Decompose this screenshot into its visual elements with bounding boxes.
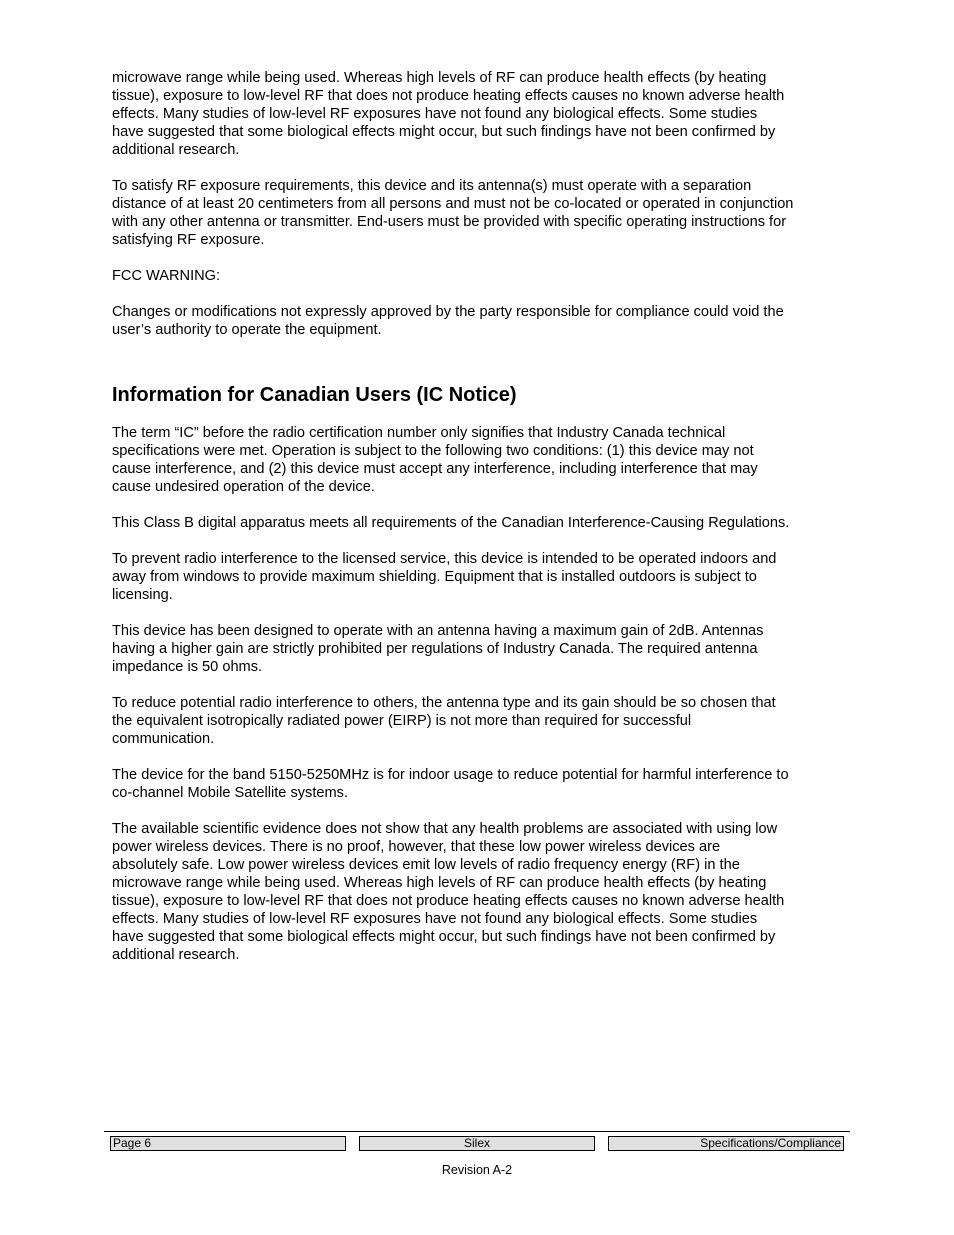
indoor-use-paragraph xyxy=(112,550,847,604)
text-line: effects. Many studies of low-level RF exposures have not found any biological effects. Some studies xyxy=(112,911,758,927)
text-line: co-channel Mobile Satellite systems. xyxy=(112,785,349,801)
text-line: with any other antenna or transmitter. End-users must be provided with specific operating instructions for xyxy=(112,214,787,230)
text-line: additional research. xyxy=(112,142,240,158)
rf-exposure-continued-paragraph xyxy=(112,69,847,159)
text-line: communication. xyxy=(112,731,215,747)
ic-section xyxy=(112,424,847,964)
text-line: specifications were met. Operation is subject to the following two conditions: (1) this device may not xyxy=(112,443,754,459)
text-line: have suggested that some biological effects might occur, but such findings have not been confirmed by xyxy=(112,929,776,945)
text-line: To prevent radio interference to the licensed service, this device is intended to be operated indoors and xyxy=(112,551,777,567)
text-line: having a higher gain are strictly prohibited per regulations of Industry Canada. The required antenna xyxy=(112,641,758,657)
text-line: effects. Many studies of low-level RF exposures have not found any biological effects. Some studies xyxy=(112,106,758,122)
text-line: power wireless devices. There is no proof, however, that these low power wireless devices are xyxy=(112,839,721,855)
text-line: The available scientific evidence does not show that any health problems are associated with using low xyxy=(112,821,778,837)
text-line: impedance is 50 ohms. xyxy=(112,659,263,675)
text-line: have suggested that some biological effects might occur, but such findings have not been confirmed by xyxy=(112,124,776,140)
text-line: satisfying RF exposure. xyxy=(112,232,265,248)
text-line: microwave range while being used. Whereas high levels of RF can produce health effects (by heating xyxy=(112,70,767,86)
text-line: This device has been designed to operate with an antenna having a maximum gain of 2dB. Antennas xyxy=(112,623,764,639)
text-line: microwave range while being used. Whereas high levels of RF can produce health effects (by heating xyxy=(112,875,767,891)
footer-revision: Revision A-2 xyxy=(441,1163,513,1177)
text-line: To reduce potential radio interference to others, the antenna type and its gain should be so chosen that xyxy=(112,695,776,711)
ic-notice-heading: Information for Canadian Users (IC Notice) xyxy=(112,384,517,406)
footer-company: Silex xyxy=(359,1136,595,1151)
class-b-paragraph xyxy=(112,514,847,532)
text-line: licensing. xyxy=(112,587,173,603)
band-5150-paragraph xyxy=(112,766,847,802)
text-line: The device for the band 5150-5250MHz is for indoor usage to reduce potential for harmful interference to xyxy=(112,767,789,783)
eirp-paragraph xyxy=(112,694,847,748)
text-line: The term “IC” before the radio certification number only signifies that Industry Canada technical xyxy=(112,425,726,441)
antenna-gain-paragraph xyxy=(112,622,847,676)
text-line: additional research. xyxy=(112,947,240,963)
health-evidence-paragraph xyxy=(112,820,847,964)
text-line: tissue), exposure to low-level RF that does not produce heating effects causes no known adverse health xyxy=(112,88,785,104)
text-line: Changes or modifications not expressly approved by the party responsible for compliance could void the xyxy=(112,304,784,320)
text-line: To satisfy RF exposure requirements, this device and its antenna(s) must operate with a separation xyxy=(112,178,752,194)
text-line: the equivalent isotropically radiated power (EIRP) is not more than required for successful xyxy=(112,713,692,729)
footer-divider xyxy=(104,1131,850,1132)
text-line: This Class B digital apparatus meets all requirements of the Canadian Interference-Causing Regulations. xyxy=(112,515,790,531)
modifications-paragraph xyxy=(112,303,847,339)
text-line: user’s authority to operate the equipment. xyxy=(112,322,382,338)
fcc-section xyxy=(112,69,847,339)
footer-section-title: Specifications/Compliance xyxy=(608,1136,844,1151)
footer-page-number: Page 6 xyxy=(110,1136,346,1151)
text-line: cause interference, and (2) this device must accept any interference, including interference that may xyxy=(112,461,758,477)
text-line: cause undesired operation of the device. xyxy=(112,479,375,495)
text-line: distance of at least 20 centimeters from all persons and must not be co-located or operated in conjunction xyxy=(112,196,794,212)
ic-term-paragraph xyxy=(112,424,847,496)
rf-separation-paragraph xyxy=(112,177,847,249)
document-body xyxy=(112,69,847,982)
text-line: FCC WARNING: xyxy=(112,268,221,284)
text-line: absolutely safe. Low power wireless devices emit low levels of radio frequency energy (RF) in the xyxy=(112,857,740,873)
text-line: tissue), exposure to low-level RF that does not produce heating effects causes no known adverse health xyxy=(112,893,785,909)
fcc-warning-label xyxy=(112,267,847,285)
text-line: away from windows to provide maximum shielding. Equipment that is installed outdoors is subject to xyxy=(112,569,757,585)
